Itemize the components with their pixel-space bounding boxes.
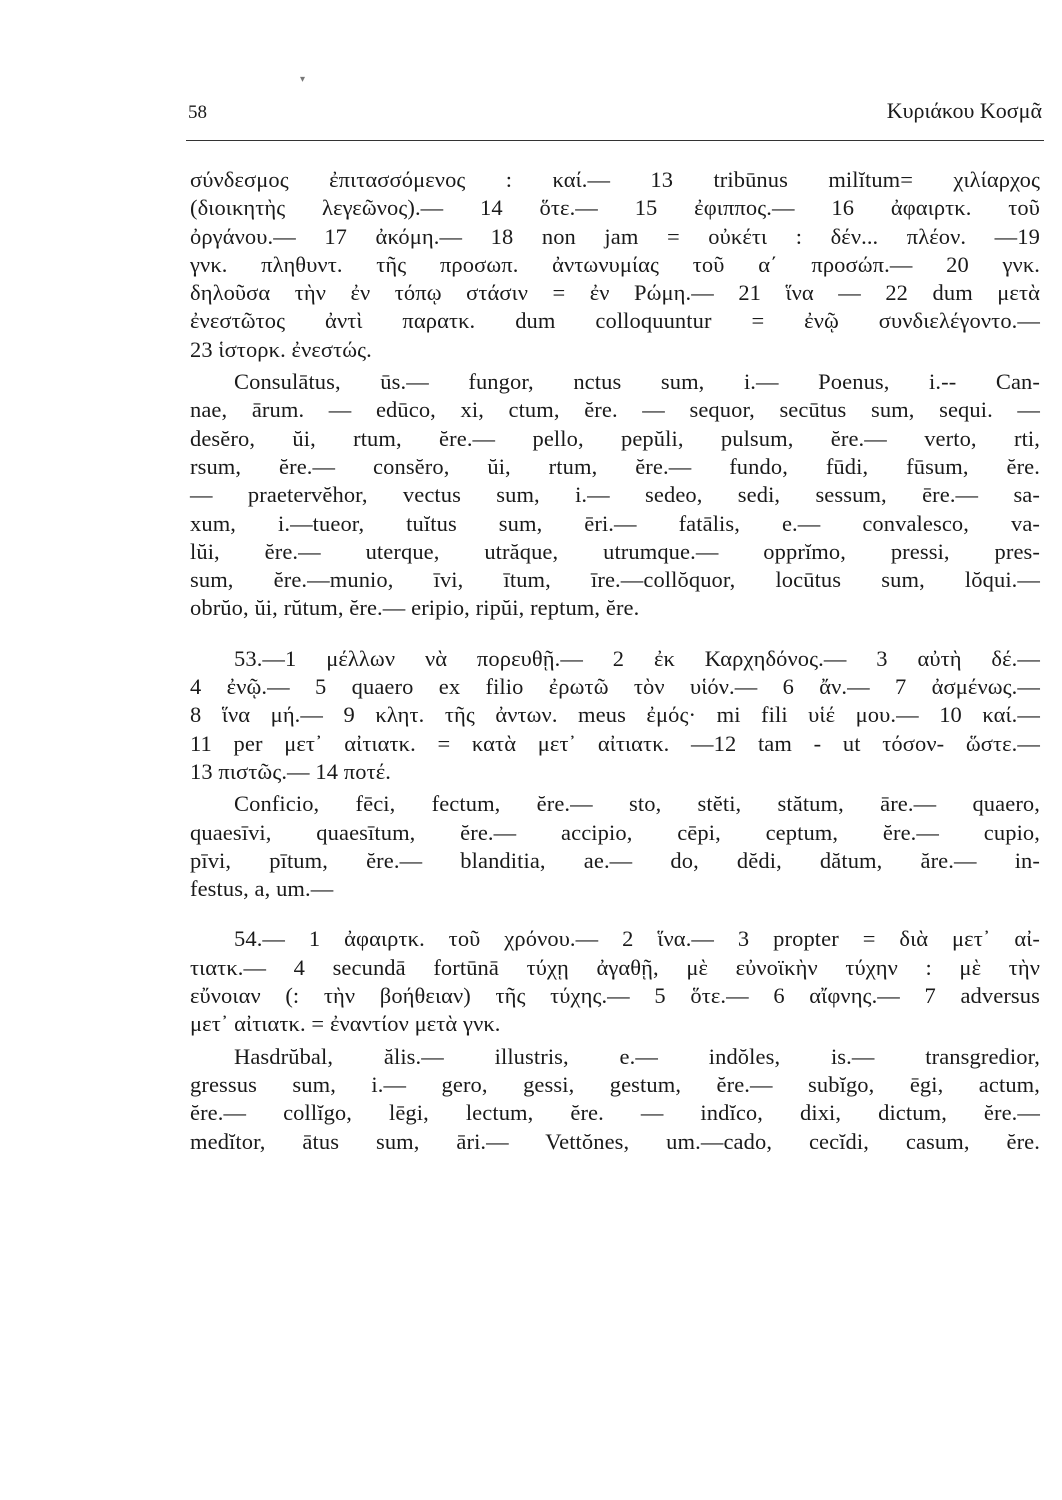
page-number: 58 [188, 102, 207, 123]
text-line: nae, ārum. — edūco, xi, ctum, ĕre. — sequor, secūtus sum, sequi. — [190, 397, 1040, 423]
text-line: rsum, ĕre.— consĕro, ŭi, rtum, ĕre.— fundo, fūdi, fūsum, ĕre. [190, 453, 1040, 479]
text-line: τιατκ.— 4 secundā fortūnā τύχῃ ἀγαθῇ, μὲ εὐνοϊκὴν τύχην : μὲ τὴν [190, 954, 1040, 980]
text-line: sum, ĕre.—munio, īvi, ītum, īre.—collŏquor, locūtus sum, lŏqui.— [190, 567, 1040, 593]
text-line: desĕro, ŭi, rtum, ĕre.— pello, pepŭli, pulsum, ĕre.— verto, rti, [190, 425, 1040, 451]
text-line: (διοικητὴς λεγεῶνος).— 14 ὅτε.— 15 ἐφιππος.— 16 ἀφαιρτκ. τοῦ [190, 195, 1040, 221]
text-line: Hasdrŭbal, ălis.— illustris, e.— indŏles, is.— transgredior, [234, 1043, 1040, 1069]
page-body [190, 166, 1040, 1156]
text-line: medĭtor, ātus sum, āri.— Vettŏnes, um.—cado, cecĭdi, casum, ĕre. [190, 1128, 1040, 1154]
print-mark-icon: ▾ [300, 74, 306, 85]
text-line: 11 per μετ᾽ αἰτιατκ. = κατὰ μετ᾽ αἰτιατκ. —12 tam - ut τόσον- ὥστε.— [190, 730, 1040, 756]
text-line: — praetervĕhor, vectus sum, i.— sedeo, sedi, sessum, ēre.— sa- [190, 482, 1040, 508]
text-line: festus, a, um.— [190, 876, 334, 902]
text-line: lŭi, ĕre.— uterque, utrăque, utrumque.— opprĭmo, pressi, pres- [190, 538, 1040, 564]
text-line: εὔνοιαν (: τὴν βοήθειαν) τῆς τύχης.— 5 ὅτε.— 6 αἴφνης.— 7 adversus [190, 983, 1040, 1009]
text-line: 54.— 1 ἀφαιρτκ. τοῦ χρόνου.— 2 ἵνα.— 3 propter = διὰ μετ᾽ αἰ- [234, 926, 1040, 952]
text-line: 53.—1 μέλλων νὰ πορευθῇ.— 2 ἐκ Καρχηδόνος.— 3 αὐτὴ δέ.— [234, 645, 1040, 671]
text-line: obrŭo, ŭi, rŭtum, ĕre.— eripio, ripŭi, reptum, ĕre. [190, 595, 640, 621]
text-line: μετ᾽ αἰτιατκ. = ἐναντίον μετὰ γνκ. [190, 1011, 501, 1037]
text-line: Consulātus, ūs.— fungor, nctus sum, i.— Poenus, i.-- Can- [234, 369, 1040, 395]
text-line: 4 ἐνῷ.— 5 quaero ex filio ἐρωτῶ τὸν υἱόν.— 6 ἄν.— 7 ἀσμένως.— [190, 674, 1040, 700]
running-head-author: Κυριάκου Κοσμᾶ [886, 98, 1042, 123]
text-line: quaesīvi, quaesītum, ĕre.— accipio, cēpi, ceptum, ĕre.— cupio, [190, 819, 1040, 845]
text-line: γνκ. πληθυντ. τῆς προσωπ. ἀντωνυμίας τοῦ α΄ προσώπ.— 20 γνκ. [190, 251, 1040, 277]
text-line: 13 πιστῶς.— 14 ποτέ. [190, 758, 392, 784]
text-line: 23 ἱστορκ. ἐνεστώς. [190, 336, 372, 362]
text-line: Conficio, fēci, fectum, ĕre.— sto, stĕti, stătum, āre.— quaero, [234, 791, 1040, 817]
text-line: σύνδεσμος ἐπιτασσόμενος : καί.— 13 tribūnus milĭtum= χιλίαρχος [190, 167, 1040, 192]
running-head [188, 96, 1042, 130]
text-line: ὀργάνου.— 17 ἀκόμη.— 18 non jam = οὐκέτι : δέν... πλέον. —19 [190, 223, 1040, 249]
header-rule [186, 140, 1044, 141]
text-line: 8 ἵνα μή.— 9 κλητ. τῆς ἀντων. meus ἐμός· mi fili υἱέ μου.— 10 καί.— [190, 702, 1040, 728]
text-line: ἐνεστῶτος ἀντὶ παρατκ. dum colloquuntur = ἐνῷ συνδιελέγοντο.— [190, 308, 1040, 334]
text-line: pīvi, pītum, ĕre.— blanditia, ae.— do, dĕdi, dătum, ăre.— in- [190, 847, 1040, 873]
text-line: ĕre.— collĭgo, lēgi, lectum, ĕre. — indĭco, dixi, dictum, ĕre.— [190, 1100, 1040, 1126]
text-line: xum, i.—tueor, tuĭtus sum, ēri.— fatālis, e.— convalesco, va- [190, 510, 1040, 536]
text-line: gressus sum, i.— gero, gessi, gestum, ĕre.— subĭgo, ēgi, actum, [190, 1071, 1040, 1097]
text-line: δηλοῦσα τὴν ἐν τόπῳ στάσιν = ἐν Ρώμη.— 21 ἵνα — 22 dum μετὰ [190, 280, 1040, 306]
